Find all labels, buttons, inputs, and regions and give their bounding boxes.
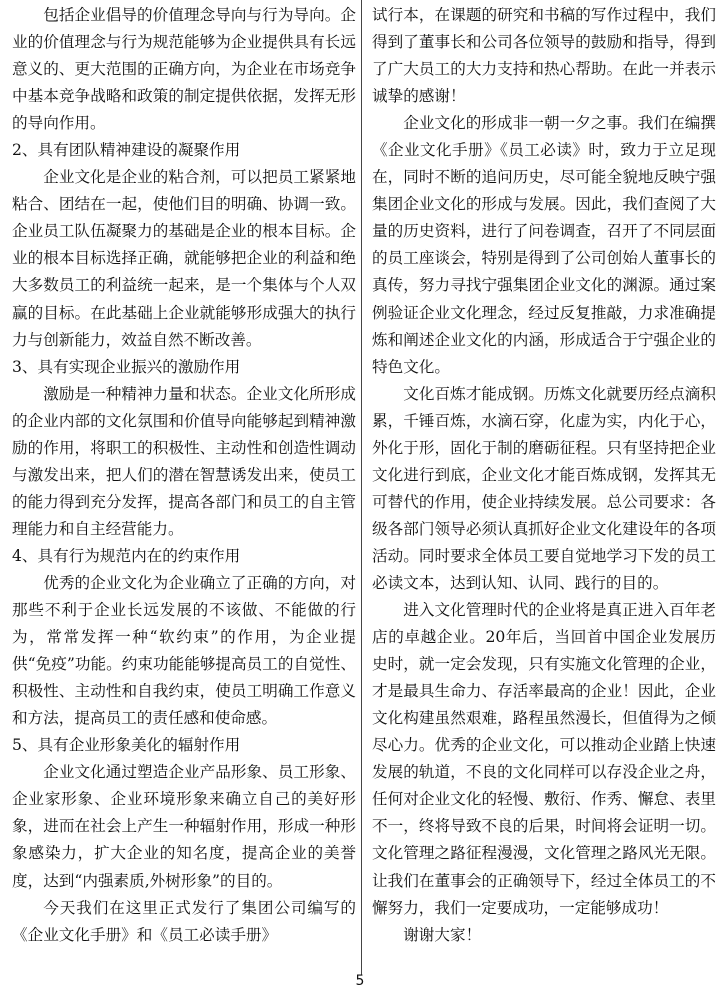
left-text-column bbox=[12, 2, 356, 949]
section-heading: 3、具有实现企业振兴的激励作用 bbox=[12, 357, 241, 376]
paragraph: 激励是一种精神力量和状态。企业文化所形成的企业内部的文化氛围和价值导向能够起到精神激励的作用，将职工的积极性、主动性和创造性调动与激发出来，把人们的潜在智慧诱发出来，使员工的能力得到充分发挥，提高各部门和员工的自主管理能力和自主经营能力。 bbox=[12, 384, 356, 538]
section-heading: 2、具有团队精神建设的凝聚作用 bbox=[12, 141, 241, 160]
paragraph: 包括企业倡导的价值理念导向与行为导向。企业的价值理念与行为规范能够为企业提供具有长远意义的、更大范围的正确方向，为企业在市场竞争中基本竞争战略和政策的制定提供依据，发挥无形的导向作用。 bbox=[12, 6, 356, 133]
right-text-column bbox=[372, 2, 716, 949]
paragraph: 企业文化是企业的粘合剂，可以把员工紧紧地粘合、团结在一起，使他们目的明确、协调一致。企业员工队伍凝聚力的基础是企业的根本目标。企业的根本目标选择正确，就能够把企业的利益和绝大多数员工的利益统一起来，是一个集体与个人双赢的目标。在此基础上企业就能够形成强大的执行力与创新能力，效益自然不断改善。 bbox=[12, 168, 356, 349]
page-number: 5 bbox=[355, 973, 365, 989]
paragraph: 企业文化通过塑造企业产品形象、员工形象、企业家形象、企业环境形象来确立自己的美好形象，进而在社会上产生一种辐射作用，形成一种形象感染力，扩大企业的知名度，提高企业的美誉度，达到“内强素质,外树形象”的目的。 bbox=[12, 763, 356, 890]
section-heading: 4、具有行为规范内在的约束作用 bbox=[12, 546, 241, 565]
paragraph: 谢谢大家！ bbox=[403, 925, 482, 944]
column-divider bbox=[361, 0, 362, 975]
paragraph: 进入文化管理时代的企业将是真正进入百年老店的卓越企业。20年后，当回首中国企业发展历史时，就一定会发现，只有实施文化管理的企业，才是最具生命力、存活率最高的企业！因此，企业文化构建虽然艰难，路程虽然漫长，但值得为之倾尽心力。优秀的企业文化，可以推动企业踏上快速发展的轨道，不良的文化同样可以存没企业之舟，任何对企业文化的轻慢、敷衍、作秀、懈怠、表里不一，终将导致不良的后果，时间将会证明一切。文化管理之路征程漫漫，文化管理之路风光无限。让我们在董事会的正确领导下，经过全体员工的不懈努力，我们一定要成功，一定能够成功！ bbox=[372, 601, 716, 917]
paragraph: 今天我们在这里正式发行了集团公司编写的《企业文化手册》和《员工必读手册》 bbox=[12, 898, 356, 944]
paragraph: 文化百炼才能成钢。历炼文化就要历经点滴积累，千锤百炼，水滴石穿，化虚为实，内化于心，外化于形，固化于制的磨砺征程。只有坚持把企业文化进行到底，企业文化才能百炼成钢，发挥其无可替代的作用，使企业持续发展。总公司要求：各级各部门领导必须认真抓好企业文化建设年的各项活动。同时要求全体员工要自觉地学习下发的员工必读文本，达到认知、认同、践行的目的。 bbox=[372, 384, 716, 592]
section-heading: 5、具有企业形象美化的辐射作用 bbox=[12, 736, 241, 755]
section-heading: 试行本，在课题的研究和书稿的写作过程中，我们得到了董事长和公司各位领导的鼓励和指导，得到了广大员工的大力支持和热心帮助。在此一并表示诚挚的感谢！ bbox=[372, 6, 716, 106]
paragraph: 优秀的企业文化为企业确立了正确的方向，对那些不利于企业长远发展的不该做、不能做的行为，常常发挥一种“软约束”的作用，为企业提供“免疫”功能。约束功能能够提高员工的自觉性、积极性、主动性和自我约束，使员工明确工作意义和方法，提高员工的责任感和使命感。 bbox=[12, 573, 356, 728]
paragraph: 企业文化的形成非一朝一夕之事。我们在编撰《企业文化手册》《员工必读》时，致力于立足现在，同时不断的追问历史，尽可能全貌地反映宁强集团企业文化的形成与发展。因此，我们查阅了大量的历史资料，进行了问卷调查，召开了不同层面的员工座谈会，特别是得到了公司创始人董事长的真传，努力寻找宁强集团企业文化的渊源。通过案例验证企业文化理念，经过反复推敲，力求准确提炼和阐述企业文化的内涵，形成适合于宁强企业的特色文化。 bbox=[372, 114, 716, 376]
